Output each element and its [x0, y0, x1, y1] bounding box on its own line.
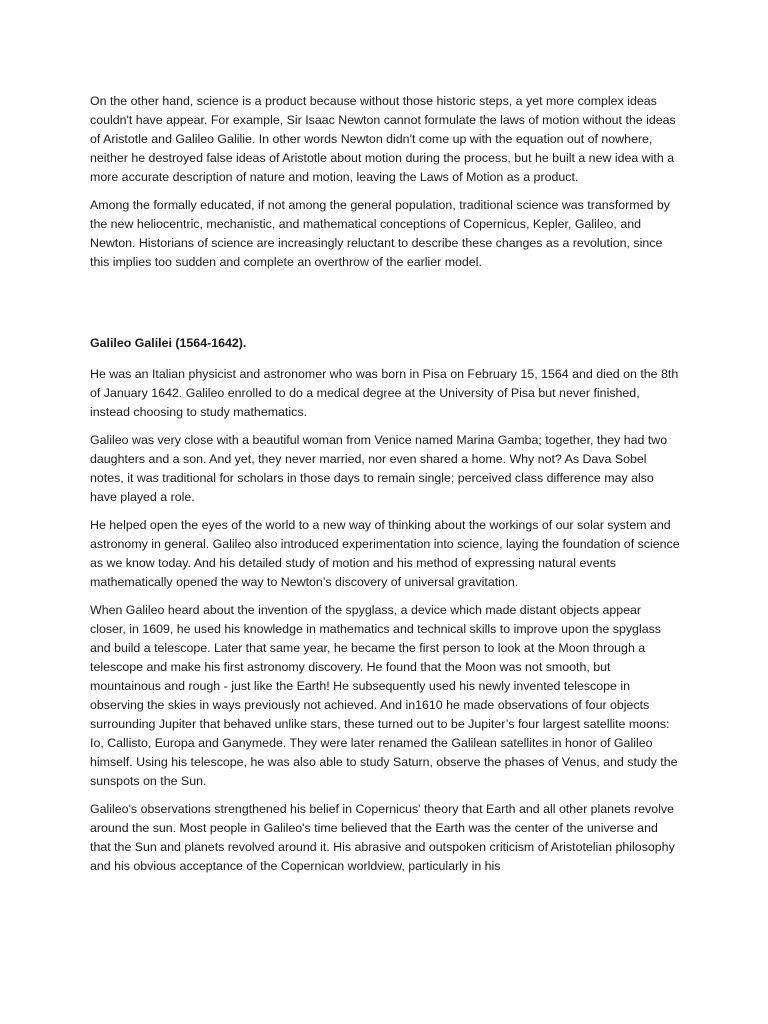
paragraph-marina-gamba: Galileo was very close with a beautiful woman from Venice named Marina Gamba; together, they had two daughters and a son. And yet, they never married, nor even shared a home. Why not? As Dava Sobel notes, it was traditional for scholars in those days to remain single; perceived class difference may also have played a role. — [90, 433, 668, 504]
paragraph-biography: He was an Italian physicist and astronomer who was born in Pisa on February 15, 1564 and died on the 8th of January 1642. Galileo enrolled to do a medical degree at the University of Pisa but never finished, instead choosing to study mathematics. — [90, 367, 679, 419]
paragraph-telescope: When Galileo heard about the invention of the spyglass, a device which made distant objects appear closer, in 1609, he used his knowledge in mathematics and technical skills to improve upon the spyglass and build a telescope. Later that same year, he became the first person to look at the Moon through a telescope and make his first astronomy discovery. He found that the Moon was not smooth, but mountainous and rough - just like the Earth! He subsequently used his newly invented telescope in observing the skies in ways previously not achieved. And in1610 he made observations of four objects surrounding Jupiter that behaved unlike stars, these turned out to be Jupiter’s four largest satellite moons: Io, Callisto, Europa and Ganymede. They were later renamed the Galilean satellites in honor of Galileo himself. Using his telescope, he was also able to study Saturn, observe the phases of Venus, and study the sunspots on the Sun. — [90, 603, 678, 788]
document-body — [90, 92, 680, 885]
paragraph-formally-educated: Among the formally educated, if not among the general population, traditional science was transformed by the new heliocentric, mechanistic, and mathematical conceptions of Copernicus, Kepler, Galileo, and Newton. Historians of science are increasingly reluctant to describe these changes as a revolution, since this implies too sudden and complete an overthrow of the earlier model. — [90, 198, 670, 269]
section-heading: Galileo Galilei (1564-1642). — [90, 336, 247, 350]
paragraph-new-thinking: He helped open the eyes of the world to a new way of thinking about the workings of our solar system and astronomy in general. Galileo also introduced experimentation into science, laying the foundation of science as we know today. And his detailed study of motion and his method of expressing natural events mathematically opened the way to Newton’s discovery of universal gravitation. — [90, 518, 680, 589]
paragraph-copernicus: Galileo's observations strengthened his belief in Copernicus' theory that Earth and all other planets revolve around the sun. Most people in Galileo's time believed that the Earth was the center of the universe and that the Sun and planets revolved around it. His abrasive and outspoken criticism of Aristotelian philosophy and his obvious acceptance of the Copernican worldview, particularly in his — [90, 802, 675, 873]
section-spacer — [90, 281, 680, 334]
paragraph-science-product: On the other hand, science is a product because without those historic steps, a yet more complex ideas couldn't have appear. For example, Sir Isaac Newton cannot formulate the laws of motion without the ideas of Aristotle and Galileo Galilie. In other words Newton didn't come up with the equation out of nowhere, neither he destroyed false ideas of Aristotle about motion during the process, but he built a new idea with a more accurate description of nature and motion, leaving the Laws of Motion as a product. — [90, 94, 676, 184]
